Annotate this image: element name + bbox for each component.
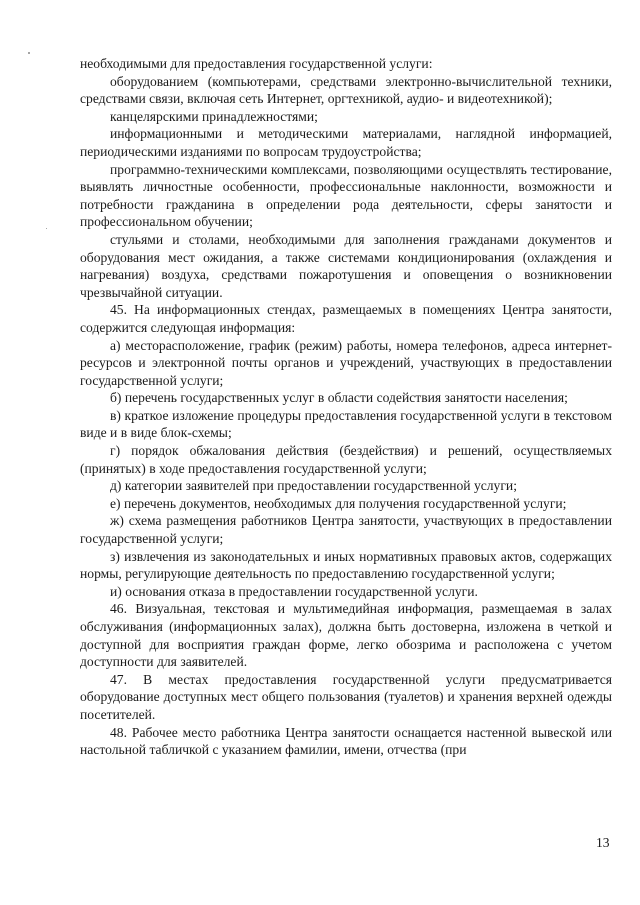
- paragraph: канцелярскими принадлежностями;: [110, 108, 318, 124]
- paragraph: д) категории заявителей при предоставлении государственной услуги;: [110, 478, 517, 494]
- paragraph: информационными и методическими материалами, наглядной информацией, периодическими изданиями по вопросам трудоустройства;: [80, 126, 612, 159]
- paragraph: 46. Визуальная, текстовая и мультимедийная информация, размещаемая в залах обслуживания (информационных залах), должна быть достоверна, изложена в четкой и доступной для восприятия граждан форме, легко обозрима и расположена с учетом доступности для заявителей.: [80, 601, 612, 670]
- paragraph: б) перечень государственных услуг в области содействия занятости населения;: [110, 390, 568, 406]
- paragraph: 45. На информационных стендах, размещаемых в помещениях Центра занятости, содержится следующая информация:: [80, 302, 612, 335]
- page-number: 13: [596, 835, 610, 850]
- paragraph: 47. В местах предоставления государственной услуги предусматривается оборудование доступных мест общего пользования (туалетов) и хранения верхней одежды посетителей.: [80, 671, 612, 722]
- scan-speck: [28, 52, 30, 54]
- scan-speck: [46, 228, 47, 229]
- paragraph: в) краткое изложение процедуры предоставления государственной услуги в текстовом виде и в виде блок-схемы;: [80, 407, 612, 441]
- paragraph: и) основания отказа в предоставлении государственной услуги.: [110, 583, 478, 599]
- paragraph: 48. Рабочее место работника Центра занятости оснащается настенной вывеской или настольной табличкой с указанием фамилии, имени, отчества (при: [80, 724, 612, 758]
- document-body: [80, 55, 612, 759]
- paragraph: ж) схема размещения работников Центра занятости, участвующих в предоставлении государственной услуги;: [80, 513, 612, 547]
- paragraph: г) порядок обжалования действия (бездействия) и решений, осуществляемых (принятых) в ходе предоставления государственной услуги;: [80, 443, 612, 476]
- paragraph: з) извлечения из законодательных и иных нормативных правовых актов, содержащих нормы, регулирующие деятельность по предоставлению государственной услуги;: [80, 548, 612, 582]
- paragraph: необходимыми для предоставления государственной услуги:: [80, 56, 433, 71]
- paragraph: стульями и столами, необходимыми для заполнения гражданами документов и оборудования мест ожидания, а также системами кондиционирования (охлаждения и нагревания) воздуха, средствами пожаротушения и оповещения о возникновении чрезвычайной ситуации.: [80, 231, 612, 300]
- paragraph: оборудованием (компьютерами, средствами электронно-вычислительной техники, средствами связи, включая сеть Интернет, оргтехникой, аудио- и видеотехникой);: [80, 73, 612, 107]
- paragraph: е) перечень документов, необходимых для получения государственной услуги;: [110, 495, 567, 511]
- paragraph: а) месторасположение, график (режим) работы, номера телефонов, адреса интернет-ресурсов и электронной почты органов и учреждений, участвующих в предоставлении государственной услуги;: [80, 337, 612, 388]
- paragraph: программно-техническими комплексами, позволяющими осуществлять тестирование, выявлять личностные особенности, профессиональные наклонности, возможности и потребности гражданина в определении рода деятельности, сферы занятости и профессиональном обучении;: [80, 161, 612, 230]
